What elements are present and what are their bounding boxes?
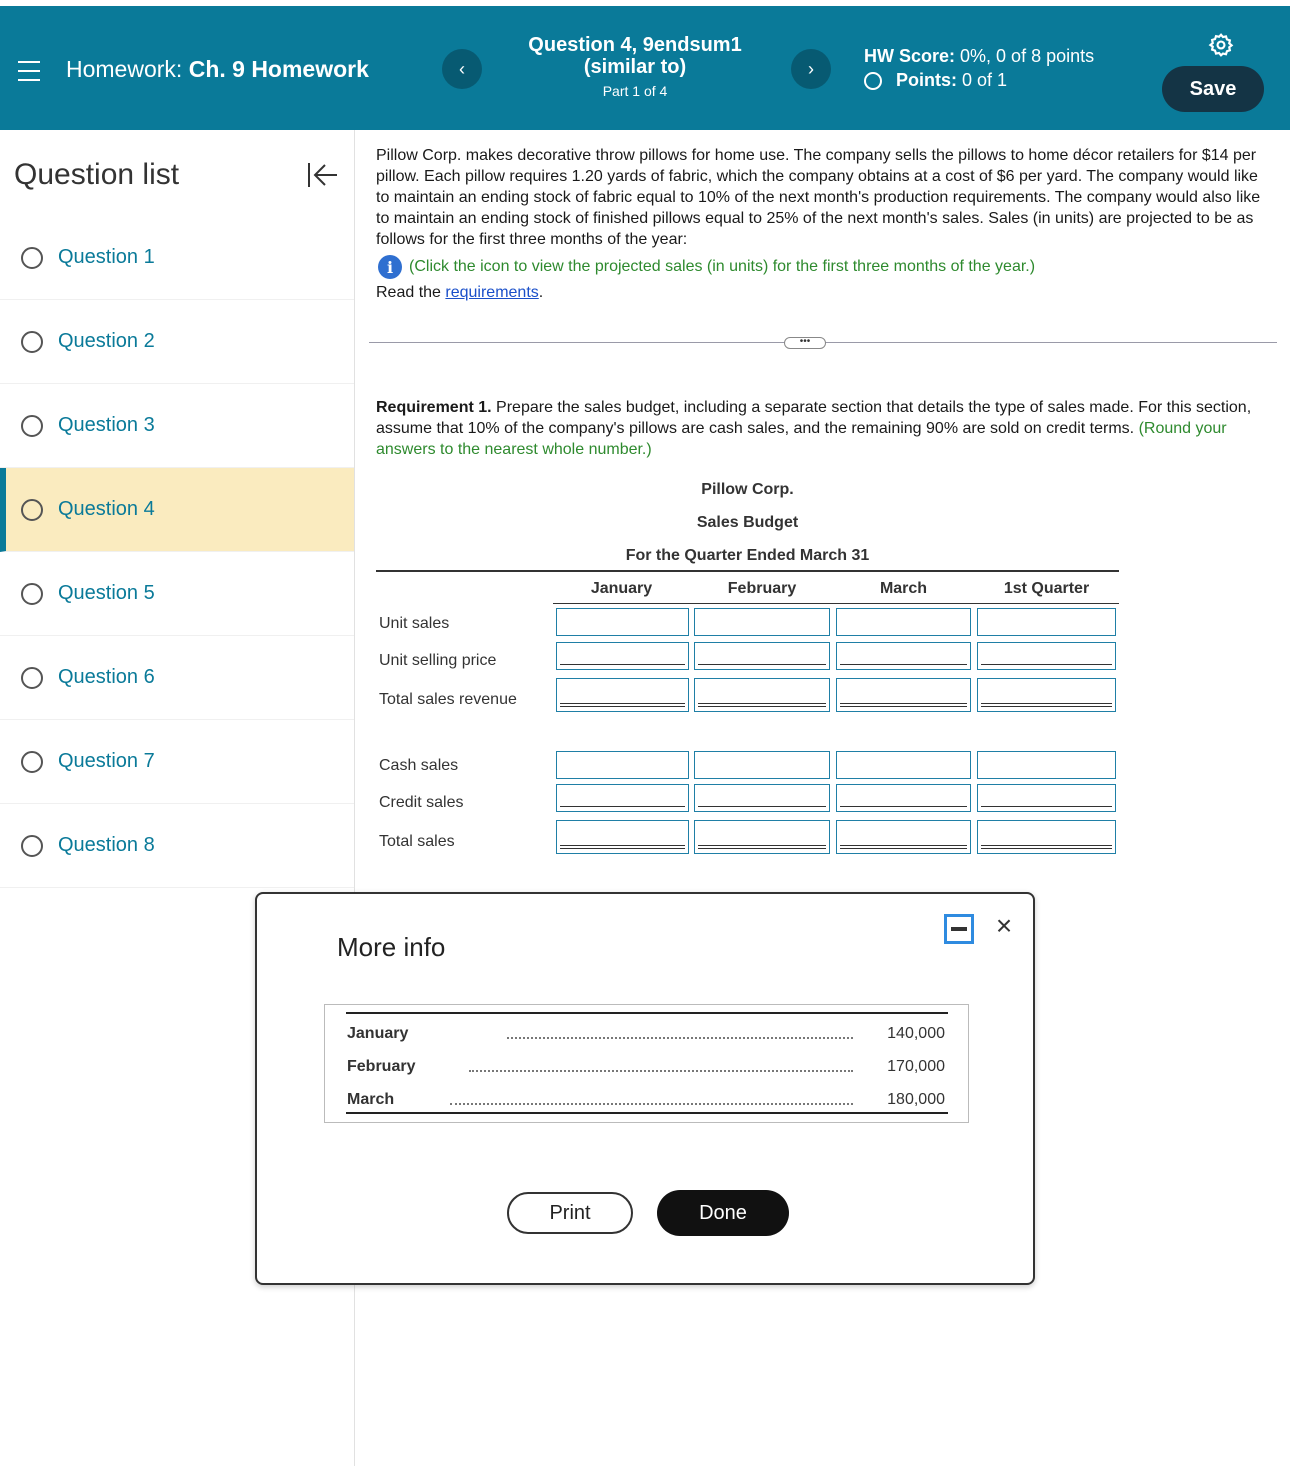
row-label-total-sales-revenue: Total sales revenue xyxy=(379,691,517,708)
print-button[interactable]: Print xyxy=(507,1192,633,1234)
minimize-icon[interactable] xyxy=(944,914,974,944)
input-unit-price-march[interactable] xyxy=(836,642,971,670)
dot-leader xyxy=(450,1103,853,1105)
radio-icon xyxy=(21,415,43,437)
input-total-sales-january[interactable] xyxy=(556,820,689,854)
input-total-sales-quarter[interactable] xyxy=(977,820,1116,854)
input-cash-sales-march[interactable] xyxy=(836,751,971,779)
row-label-credit-sales: Credit sales xyxy=(379,794,464,811)
input-unit-price-january[interactable] xyxy=(556,642,689,670)
question-part: Part 1 of 4 xyxy=(602,83,668,99)
radio-icon xyxy=(21,247,43,269)
requirement-body: Prepare the sales budget, including a separate section that details the type of sales made. For this section, assume that 10% of the company's pillows are cash sales, and the remaining 90% are sold on credit terms. xyxy=(376,399,1252,437)
read-suffix: . xyxy=(538,284,544,301)
top-bar xyxy=(0,6,1290,130)
input-cash-sales-february[interactable] xyxy=(694,751,830,779)
radio-icon xyxy=(21,499,43,521)
dot-leader xyxy=(507,1037,853,1039)
input-credit-sales-january[interactable] xyxy=(556,784,689,812)
homework-prefix: Homework: xyxy=(66,56,183,82)
input-credit-sales-quarter[interactable] xyxy=(977,784,1116,812)
table-top-rule xyxy=(346,1012,948,1014)
question-item-6[interactable] xyxy=(0,636,354,720)
row-label-cash-sales: Cash sales xyxy=(379,757,459,774)
points-status-icon xyxy=(864,72,882,90)
input-unit-sales-january[interactable] xyxy=(556,608,689,636)
row-label-unit-sales: Unit sales xyxy=(379,615,450,632)
input-credit-sales-march[interactable] xyxy=(836,784,971,812)
budget-company: Pillow Corp. xyxy=(701,481,794,498)
question-item-label: Question 7 xyxy=(58,750,155,772)
problem-text: Pillow Corp. makes decorative throw pillows for home use. The company sells the pillows to home décor retailers for $14 per pillow. Each pillow requires 1.20 yards of fabric, which the company obtains at a cost of $6 per yard. The company would like to maintain an ending stock of fabric equal to 10% of the next month's production requirements. The company would also like to maintain an ending stock of finished pillows equal to 25% of the next month's sales. Sales (in units) are projected to be as follows for the first three months of the year: xyxy=(376,147,1261,248)
dot-leader xyxy=(469,1070,853,1072)
homework-title xyxy=(66,56,369,83)
dialog-title: More info xyxy=(337,932,446,962)
chevron-left-icon: ‹ xyxy=(459,58,465,79)
column-header-march: March xyxy=(879,580,928,597)
info-icon[interactable]: i xyxy=(378,255,402,279)
question-item-label: Question 2 xyxy=(58,330,155,352)
chevron-right-icon: › xyxy=(808,58,814,79)
projected-sales-table xyxy=(324,1004,969,1123)
question-item-3[interactable] xyxy=(0,384,354,468)
hw-score-label: HW Score: xyxy=(864,46,956,66)
question-item-label: Question 4 xyxy=(58,498,155,520)
input-unit-price-quarter[interactable] xyxy=(977,642,1116,670)
input-unit-sales-march[interactable] xyxy=(836,608,971,636)
question-list-title: Question list xyxy=(14,158,180,191)
column-header-january: January xyxy=(590,580,653,597)
next-question-button[interactable] xyxy=(791,49,831,89)
table-row xyxy=(347,1058,945,1080)
column-header-february: February xyxy=(727,580,797,597)
radio-icon xyxy=(21,835,43,857)
info-link-text[interactable]: (Click the icon to view the projected sales (in units) for the first three months of the year.) xyxy=(409,258,1036,275)
question-item-label: Question 6 xyxy=(58,666,155,688)
budget-period: For the Quarter Ended March 31 xyxy=(625,547,870,564)
question-item-label: Question 5 xyxy=(58,582,155,604)
points-value: 0 of 1 xyxy=(962,70,1008,90)
input-cash-sales-quarter[interactable] xyxy=(977,751,1116,779)
input-total-revenue-quarter[interactable] xyxy=(977,678,1116,712)
read-requirements xyxy=(376,284,543,302)
projected-sales-info[interactable] xyxy=(378,255,1035,279)
homework-name: Ch. 9 Homework xyxy=(188,56,369,82)
column-header-rule xyxy=(553,603,1119,604)
month-value: 170,000 xyxy=(887,1058,945,1075)
radio-icon xyxy=(21,331,43,353)
radio-icon xyxy=(21,583,43,605)
more-info-dialog xyxy=(255,892,1035,1285)
month-label: March xyxy=(347,1091,395,1108)
hw-score-value: 0%, 0 of 8 points xyxy=(960,46,1095,66)
question-item-8[interactable] xyxy=(0,804,354,888)
input-cash-sales-january[interactable] xyxy=(556,751,689,779)
points-label: Points: xyxy=(896,70,957,90)
close-icon[interactable]: × xyxy=(995,910,1013,941)
question-item-5[interactable] xyxy=(0,552,354,636)
input-total-revenue-march[interactable] xyxy=(836,678,971,712)
menu-icon[interactable] xyxy=(18,61,40,81)
input-total-sales-march[interactable] xyxy=(836,820,971,854)
input-unit-sales-quarter[interactable] xyxy=(977,608,1116,636)
gear-icon[interactable] xyxy=(1208,32,1234,58)
read-prefix: Read the xyxy=(376,284,446,301)
hw-score xyxy=(864,46,1094,67)
radio-icon xyxy=(21,667,43,689)
requirement-hint: (Round your answers to the nearest whole number.) xyxy=(376,420,1227,458)
question-item-label: Question 8 xyxy=(58,834,155,856)
table-row xyxy=(347,1025,945,1047)
question-title: Question 4, 9endsum1 xyxy=(528,34,742,56)
month-label: January xyxy=(347,1025,409,1042)
question-item-7[interactable] xyxy=(0,720,354,804)
question-item-2[interactable] xyxy=(0,300,354,384)
question-item-1[interactable] xyxy=(0,216,354,300)
question-item-4[interactable] xyxy=(0,468,354,552)
requirement-label: Requirement 1. xyxy=(376,399,492,416)
budget-header-rule xyxy=(376,570,1119,572)
month-value: 180,000 xyxy=(887,1091,945,1108)
input-unit-sales-february[interactable] xyxy=(694,608,830,636)
requirement-text xyxy=(376,397,1256,460)
budget-title: Sales Budget xyxy=(696,514,799,531)
month-label: February xyxy=(347,1058,416,1075)
row-label-total-sales: Total sales xyxy=(379,833,455,850)
done-button[interactable]: Done xyxy=(657,1190,789,1236)
question-subtitle: (similar to) xyxy=(583,56,687,78)
question-item-label: Question 3 xyxy=(58,414,155,436)
input-credit-sales-february[interactable] xyxy=(694,784,830,812)
input-total-sales-february[interactable] xyxy=(694,820,830,854)
table-bottom-rule xyxy=(346,1112,948,1114)
requirements-link[interactable]: requirements xyxy=(445,284,539,301)
input-total-revenue-february[interactable] xyxy=(694,678,830,712)
points xyxy=(864,70,1007,91)
table-row xyxy=(347,1091,945,1113)
column-header-1st-quarter: 1st Quarter xyxy=(1003,580,1090,597)
collapse-sidebar-icon[interactable] xyxy=(305,160,339,190)
expand-ellipsis-button[interactable]: ••• xyxy=(784,337,826,349)
month-value: 140,000 xyxy=(887,1025,945,1042)
row-label-unit-selling-price: Unit selling price xyxy=(379,652,497,669)
input-unit-price-february[interactable] xyxy=(694,642,830,670)
save-button[interactable]: Save xyxy=(1162,66,1264,112)
radio-icon xyxy=(21,751,43,773)
question-heading xyxy=(500,34,770,99)
question-item-label: Question 1 xyxy=(58,246,155,268)
input-total-revenue-january[interactable] xyxy=(556,678,689,712)
previous-question-button[interactable] xyxy=(442,49,482,89)
